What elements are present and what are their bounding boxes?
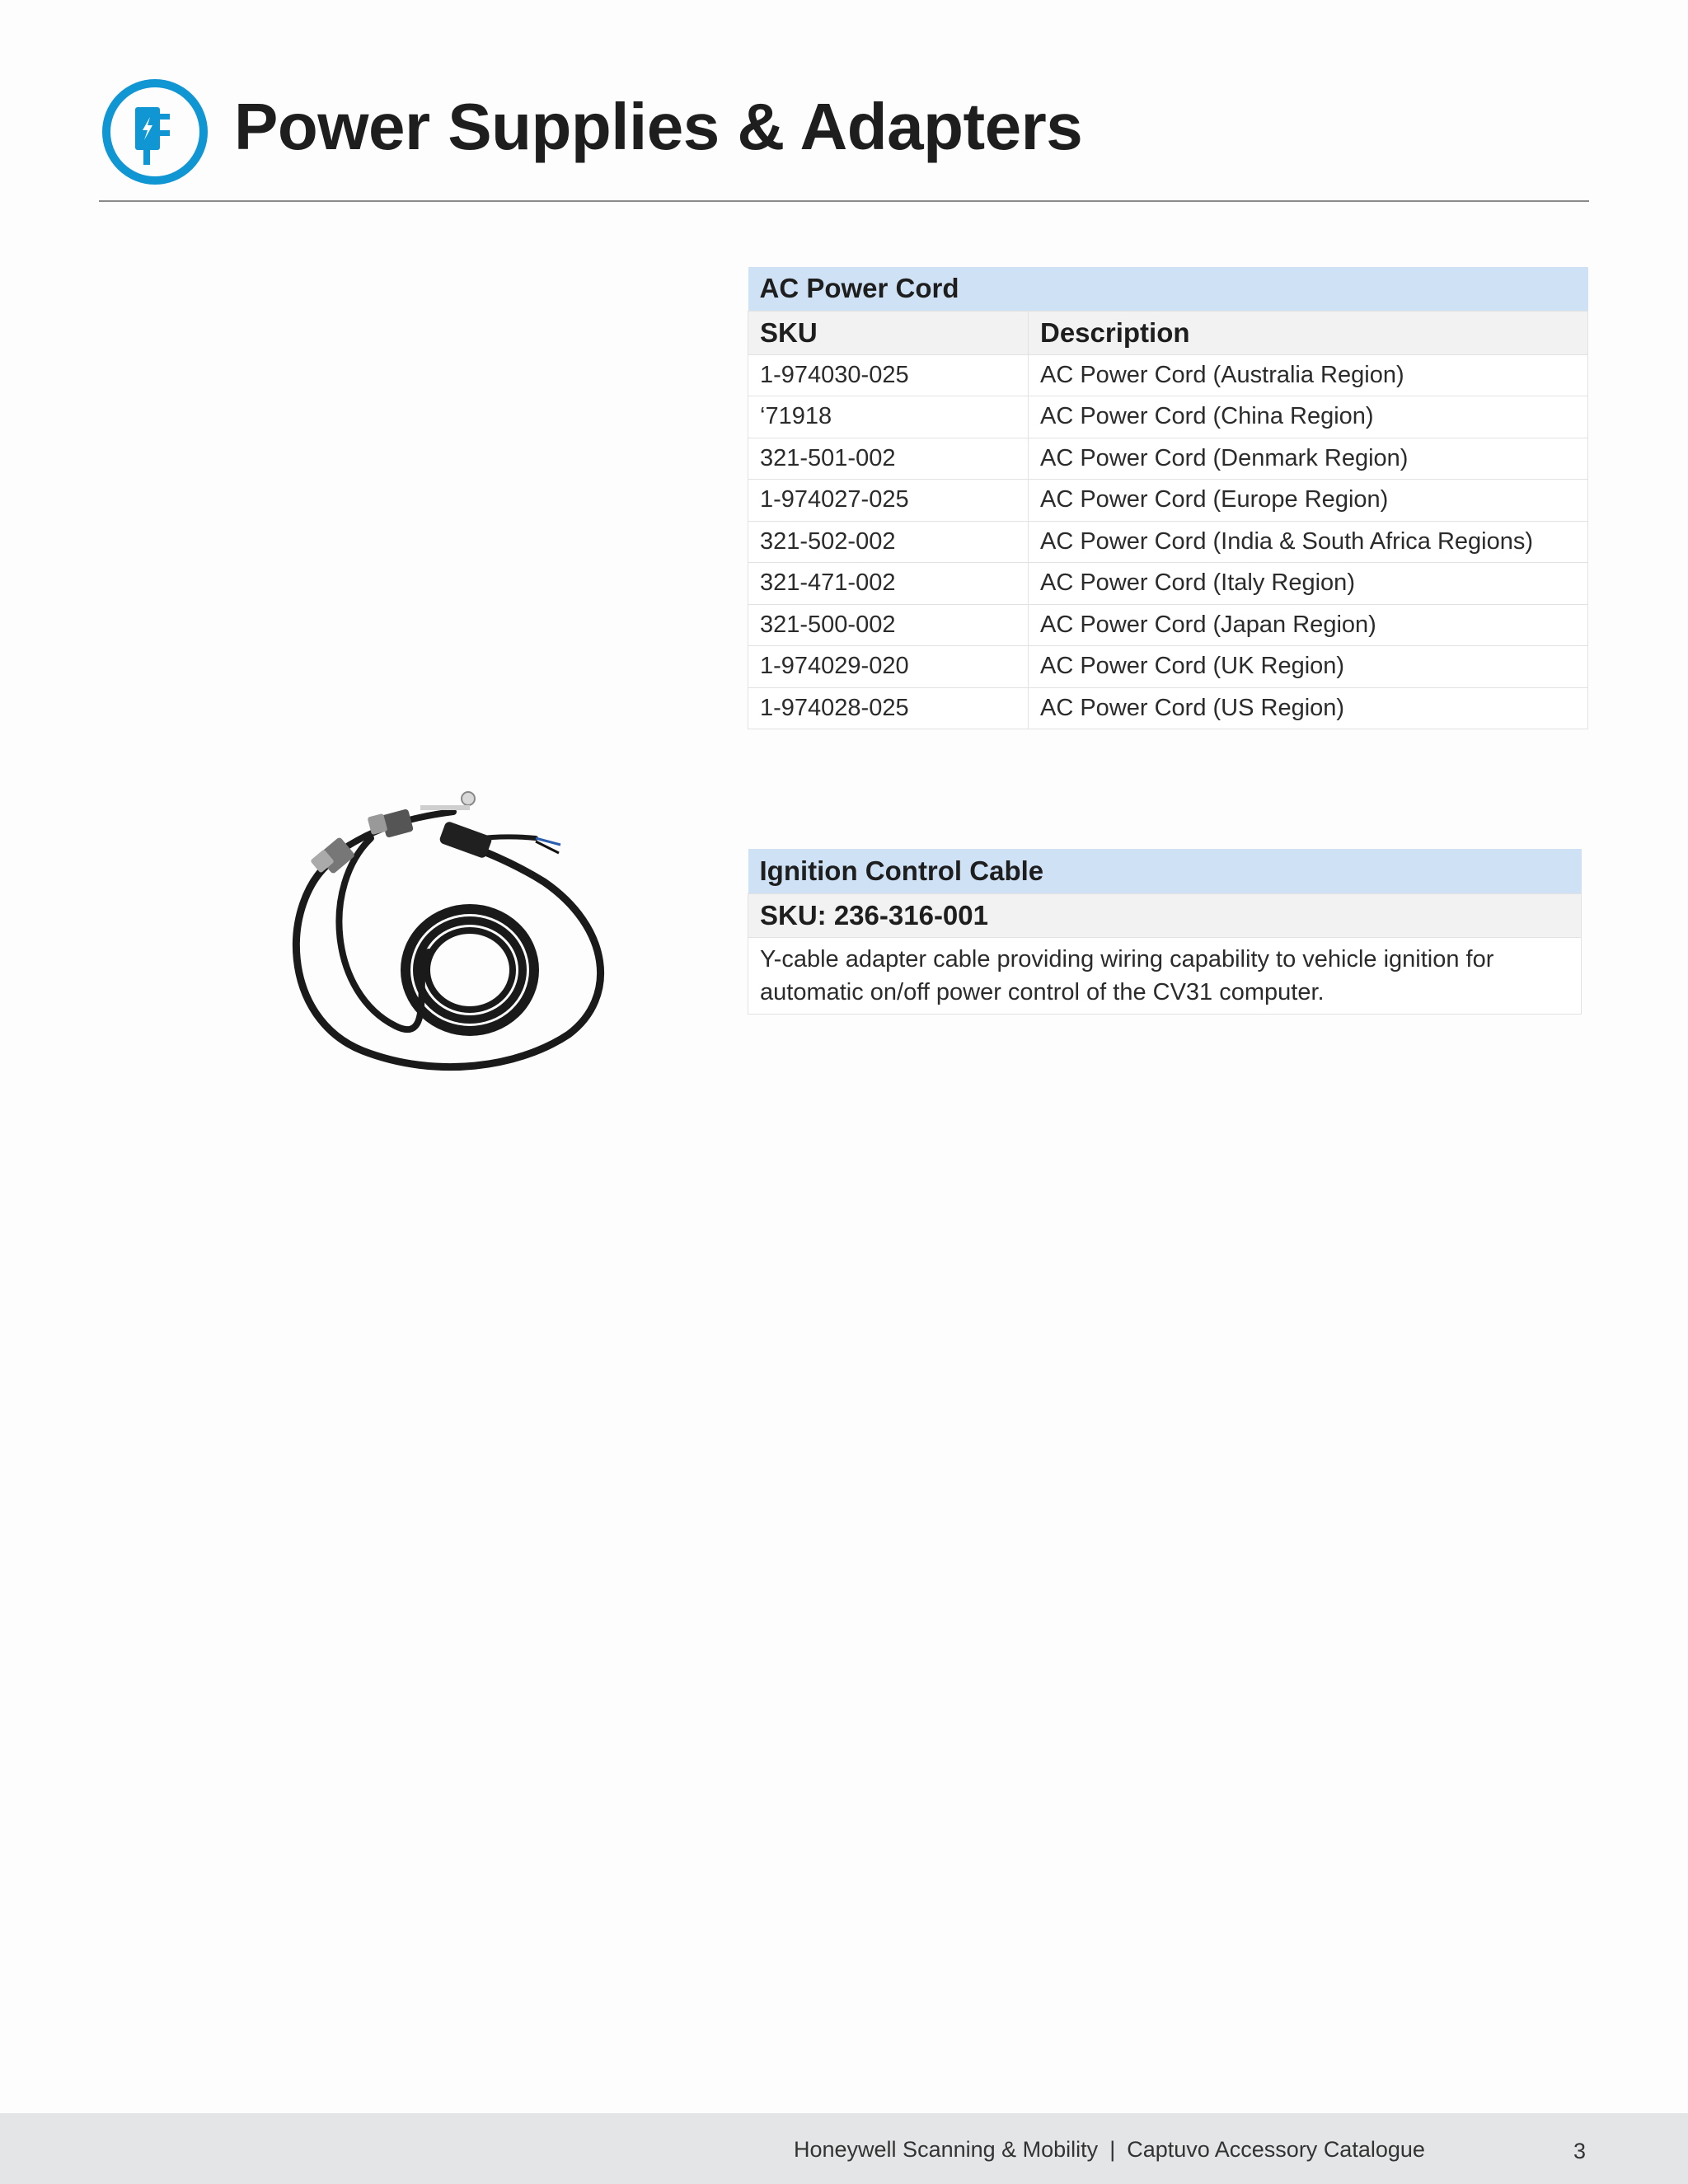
table-row [748, 396, 1588, 438]
table-row [748, 604, 1588, 646]
table-row [748, 646, 1588, 688]
footer-catalogue: Captuvo Accessory Catalogue [1127, 2137, 1425, 2162]
sku-cell: 321-471-002 [748, 563, 1029, 605]
sku-cell: 1-974027-025 [748, 480, 1029, 522]
table-row [748, 354, 1588, 396]
ac-power-cord-heading: AC Power Cord [748, 267, 1588, 311]
table-row [748, 687, 1588, 729]
description-cell: AC Power Cord (Denmark Region) [1029, 438, 1588, 480]
description-cell: AC Power Cord (India & South Africa Regions) [1029, 521, 1588, 563]
description-cell: AC Power Cord (Italy Region) [1029, 563, 1588, 605]
page-title: Power Supplies & Adapters [234, 90, 1083, 163]
description-cell: AC Power Cord (UK Region) [1029, 646, 1588, 688]
table-row [748, 480, 1588, 522]
description-cell: AC Power Cord (Europe Region) [1029, 480, 1588, 522]
sku-cell: 1-974029-020 [748, 646, 1029, 688]
sku-cell: 1-974028-025 [748, 687, 1029, 729]
sku-cell: 321-500-002 [748, 604, 1029, 646]
title-divider [99, 200, 1589, 202]
table-row [748, 438, 1588, 480]
sku-cell: 1-974030-025 [748, 354, 1029, 396]
description-cell: AC Power Cord (US Region) [1029, 687, 1588, 729]
table-row [748, 563, 1588, 605]
footer-company: Honeywell Scanning & Mobility [794, 2137, 1099, 2162]
ac-power-cord-table [748, 267, 1588, 729]
sku-cell: ‘71918 [748, 396, 1029, 438]
ignition-cable-description: Y-cable adapter cable providing wiring capability to vehicle ignition for automatic on/off power control of the CV31 computer. [748, 937, 1582, 1014]
sku-column-header: SKU [748, 311, 1029, 354]
footer-text [794, 2137, 1425, 2163]
table-row [748, 521, 1588, 563]
footer-separator: | [1109, 2137, 1116, 2162]
sku-cell: 321-501-002 [748, 438, 1029, 480]
sku-cell: 321-502-002 [748, 521, 1029, 563]
ignition-cable-heading: Ignition Control Cable [748, 849, 1582, 893]
page-number: 3 [1573, 2139, 1587, 2163]
power-adapter-icon [101, 77, 209, 186]
description-cell: AC Power Cord (Australia Region) [1029, 354, 1588, 396]
ignition-cable-image [272, 787, 635, 1084]
ignition-cable-sku: SKU: 236-316-001 [748, 893, 1582, 937]
description-cell: AC Power Cord (China Region) [1029, 396, 1588, 438]
description-cell: AC Power Cord (Japan Region) [1029, 604, 1588, 646]
description-column-header: Description [1029, 311, 1588, 354]
ignition-control-cable-table [748, 849, 1582, 1015]
